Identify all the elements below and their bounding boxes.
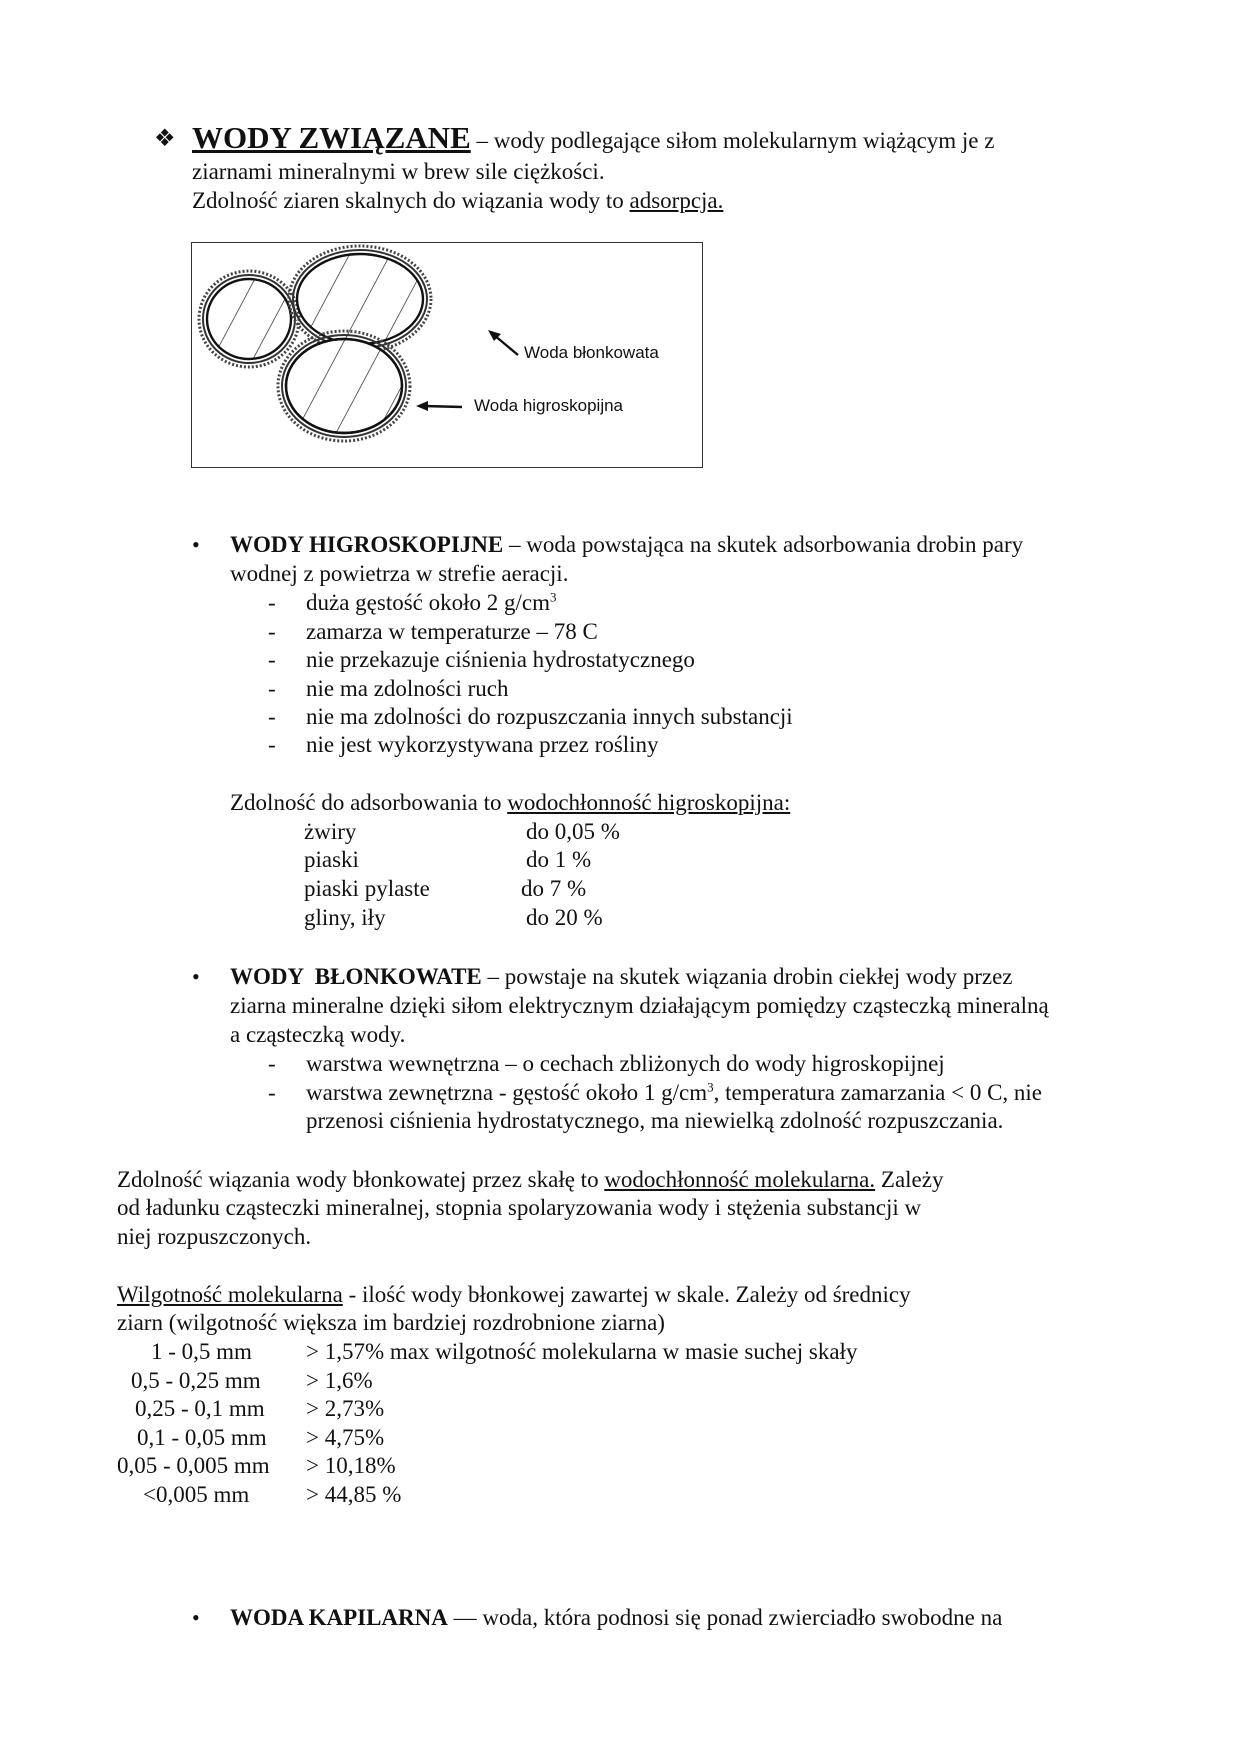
diamond-bullet-icon: ❖ bbox=[154, 126, 176, 152]
table-cell-size: 0,1 - 0,05 mm bbox=[137, 1425, 267, 1450]
list-item-text: duża gęstość około 2 g/cm bbox=[306, 590, 551, 615]
dash-marker: - bbox=[268, 732, 276, 757]
hygro-definition-line2: wodnej z powietrza w strefie aeracji. bbox=[230, 561, 569, 586]
table-cell-value: > 10,18% bbox=[306, 1453, 396, 1478]
table-cell-size: 0,05 - 0,005 mm bbox=[117, 1453, 270, 1478]
table-cell-value: do 0,05 % bbox=[526, 819, 620, 844]
table-cell-size: <0,005 mm bbox=[143, 1482, 250, 1507]
table-cell-material: gliny, iły bbox=[304, 905, 386, 930]
table-cell-value: do 20 % bbox=[526, 905, 603, 930]
table-cell-value: > 1,57% max wilgotność molekularna w masie suchej skały bbox=[306, 1339, 858, 1364]
film-definition-line3: a cząsteczką wody. bbox=[230, 1022, 406, 1047]
hygro-capacity-sentence bbox=[230, 788, 790, 817]
bullet-icon: • bbox=[192, 532, 200, 557]
dash-marker: - bbox=[268, 590, 276, 615]
molecular-capacity-line2: od ładunku cząsteczki mineralnej, stopnia spolaryzowania wody i stężenia substancji w bbox=[117, 1195, 922, 1220]
capillary-heading bbox=[230, 1603, 1002, 1632]
molecular-capacity-line1 bbox=[117, 1165, 943, 1194]
capacity-term: wodochłonność higroskopijna: bbox=[507, 790, 791, 815]
label-hygroscopic-water: Woda higroskopijna bbox=[474, 396, 623, 415]
table-cell-material: piaski pylaste bbox=[304, 876, 430, 901]
adsorption-prefix: Zdolność ziaren skalnych do wiązania wody to bbox=[192, 188, 630, 213]
dash-marker: - bbox=[268, 619, 276, 644]
film-layer-outer-line2: przenosi ciśnienia hydrostatycznego, ma niewielką zdolność rozpuszczania. bbox=[306, 1108, 1004, 1133]
layer-text: , temperatura zamarzania < 0 C, nie bbox=[713, 1080, 1043, 1105]
paragraph-text: Zdolność wiązania wody błonkowatej przez skałę to bbox=[117, 1167, 605, 1192]
section-definition-line2: ziarnami mineralnymi w brew sile ciężkości. bbox=[192, 159, 605, 184]
list-item bbox=[306, 588, 557, 617]
dash-marker: - bbox=[268, 704, 276, 729]
table-cell-material: żwiry bbox=[304, 819, 357, 844]
section-definition-line1: – wody podlegające siłom molekularnym wiążącym je z bbox=[470, 128, 995, 153]
hygro-heading bbox=[230, 530, 1023, 559]
section-heading-bound-water bbox=[192, 120, 994, 159]
list-item: nie ma zdolności ruch bbox=[306, 676, 509, 701]
molecular-moisture-term: Wilgotność molekularna bbox=[117, 1282, 343, 1307]
molecular-moisture-line1 bbox=[117, 1280, 911, 1309]
table-cell-value: > 1,6% bbox=[306, 1368, 373, 1393]
bullet-icon: • bbox=[192, 964, 200, 989]
list-item: zamarza w temperaturze – 78 C bbox=[306, 619, 598, 644]
grain-bottom bbox=[278, 331, 410, 441]
table-cell-size: 0,5 - 0,25 mm bbox=[131, 1368, 261, 1393]
superscript: 3 bbox=[707, 1079, 714, 1095]
list-item: nie przekazuje ciśnienia hydrostatycznego bbox=[306, 647, 695, 672]
paragraph-text: Zależy bbox=[875, 1167, 944, 1192]
table-cell-value: do 7 % bbox=[521, 876, 587, 901]
superscript: 3 bbox=[550, 589, 557, 605]
adsorption-sentence bbox=[192, 186, 723, 215]
hygro-title: WODY HIGROSKOPIJNE bbox=[230, 532, 504, 557]
table-cell-value: > 2,73% bbox=[306, 1396, 385, 1421]
arrow-film-water bbox=[488, 330, 518, 355]
adsorption-term: adsorpcja. bbox=[629, 188, 724, 213]
capacity-prefix: Zdolność do adsorbowania to bbox=[230, 790, 508, 815]
label-film-water: Woda błonkowata bbox=[524, 343, 659, 362]
film-title: WODY BŁONKOWATE bbox=[230, 964, 482, 989]
dash-marker: - bbox=[268, 647, 276, 672]
list-item: nie ma zdolności do rozpuszczania innych substancji bbox=[306, 704, 793, 729]
capillary-definition-line1: — woda, która podnosi się ponad zwierciadło swobodne na bbox=[447, 1605, 1003, 1630]
table-cell-size: 0,25 - 0,1 mm bbox=[135, 1396, 265, 1421]
molecular-capacity-term: wodochłonność molekularna. bbox=[604, 1167, 876, 1192]
hygro-definition-line1: – woda powstająca na skutek adsorbowania drobin pary bbox=[503, 532, 1024, 557]
dash-marker: - bbox=[268, 1051, 276, 1076]
paragraph-text: - ilość wody błonkowej zawartej w skale. Zależy od średnicy bbox=[342, 1282, 911, 1307]
table-cell-value: > 4,75% bbox=[306, 1425, 385, 1450]
table-cell-material: piaski bbox=[304, 847, 359, 872]
capillary-title: WODA KAPILARNA bbox=[230, 1605, 448, 1630]
molecular-capacity-line3: niej rozpuszczonych. bbox=[117, 1224, 312, 1249]
film-layer-inner: warstwa wewnętrzna – o cechach zbliżonych do wody higroskopijnej bbox=[306, 1051, 945, 1076]
molecular-moisture-line2: ziarn (wilgotność większa im bardziej rozdrobnione ziarna) bbox=[117, 1310, 665, 1335]
bullet-icon: • bbox=[192, 1605, 200, 1630]
table-cell-value: do 1 % bbox=[526, 847, 592, 872]
table-cell-value: > 44,85 % bbox=[306, 1482, 402, 1507]
section-title: WODY ZWIĄZANE bbox=[192, 120, 471, 155]
film-heading bbox=[230, 962, 1013, 991]
dash-marker: - bbox=[268, 1080, 276, 1105]
layer-text: warstwa zewnętrzna - gęstość około 1 g/cm bbox=[306, 1080, 708, 1105]
arrow-hygroscopic-water bbox=[416, 401, 462, 411]
grain-left bbox=[199, 271, 299, 367]
film-layer-outer bbox=[306, 1078, 1042, 1107]
dash-marker: - bbox=[268, 676, 276, 701]
grain-water-figure bbox=[191, 242, 703, 468]
film-definition-line1: – powstaje na skutek wiązania drobin ciekłej wody przez bbox=[481, 964, 1013, 989]
table-cell-size: 1 - 0,5 mm bbox=[151, 1339, 252, 1364]
film-definition-line2: ziarna mineralne dzięki siłom elektrycznym działającym pomiędzy cząsteczką mineralną bbox=[230, 993, 1049, 1018]
list-item: nie jest wykorzystywana przez rośliny bbox=[306, 732, 659, 757]
